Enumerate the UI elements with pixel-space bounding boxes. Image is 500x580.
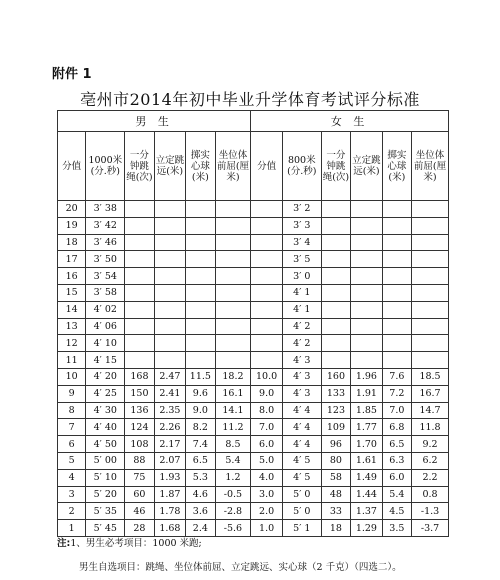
table-cell bbox=[321, 234, 350, 251]
table-cell bbox=[351, 301, 383, 318]
table-cell: 48 bbox=[321, 486, 350, 503]
table-row bbox=[58, 217, 449, 234]
table-cell bbox=[251, 301, 283, 318]
column-header: 一分钟跳绳(次) bbox=[321, 132, 350, 201]
table-cell: 4′ 2 bbox=[282, 335, 321, 352]
table-cell bbox=[154, 284, 186, 301]
table-cell bbox=[321, 201, 350, 218]
table-cell: 4′ 10 bbox=[86, 335, 125, 352]
table-cell: 3.6 bbox=[186, 503, 215, 520]
table-cell: 7.2 bbox=[382, 385, 411, 402]
table-cell bbox=[321, 251, 350, 268]
table-cell bbox=[251, 335, 283, 352]
table-cell bbox=[154, 335, 186, 352]
table-cell bbox=[382, 335, 411, 352]
table-cell bbox=[215, 284, 251, 301]
table-cell bbox=[382, 301, 411, 318]
table-cell: 2 bbox=[58, 503, 86, 520]
table-cell: 18.5 bbox=[412, 368, 449, 385]
table-cell bbox=[382, 284, 411, 301]
table-cell: 6.2 bbox=[412, 452, 449, 469]
table-cell: 5′ 0 bbox=[282, 486, 321, 503]
table-cell bbox=[351, 217, 383, 234]
table-cell: 4′ 30 bbox=[86, 402, 125, 419]
column-header: 立定跳远(米) bbox=[154, 132, 186, 201]
table-cell: 6 bbox=[58, 436, 86, 453]
table-cell bbox=[125, 217, 154, 234]
table-cell: 2.4 bbox=[186, 520, 215, 537]
male-group-header: 男 生 bbox=[58, 111, 251, 132]
table-row bbox=[58, 419, 449, 436]
table-cell bbox=[412, 268, 449, 285]
column-header: 1000米(分.秒) bbox=[86, 132, 125, 201]
table-cell bbox=[382, 201, 411, 218]
table-cell: 11.2 bbox=[215, 419, 251, 436]
table-cell bbox=[321, 318, 350, 335]
table-cell bbox=[186, 318, 215, 335]
column-header: 一分钟跳绳(次) bbox=[125, 132, 154, 201]
table-cell: 4′ 5 bbox=[282, 452, 321, 469]
table-row bbox=[58, 452, 449, 469]
table-cell bbox=[186, 335, 215, 352]
table-cell bbox=[186, 268, 215, 285]
table-cell: 5′ 35 bbox=[86, 503, 125, 520]
table-cell: 4′ 02 bbox=[86, 301, 125, 318]
table-cell bbox=[215, 335, 251, 352]
table-cell bbox=[215, 217, 251, 234]
table-cell bbox=[351, 352, 383, 369]
table-row bbox=[58, 301, 449, 318]
table-cell: 1.49 bbox=[351, 469, 383, 486]
table-row bbox=[58, 335, 449, 352]
table-cell: 4′ 2 bbox=[282, 318, 321, 335]
table-cell: 6.0 bbox=[382, 469, 411, 486]
table-cell bbox=[215, 251, 251, 268]
table-cell: 4′ 4 bbox=[282, 436, 321, 453]
table-cell: 11 bbox=[58, 352, 86, 369]
table-cell: 20 bbox=[58, 201, 86, 218]
table-cell: 4′ 4 bbox=[282, 402, 321, 419]
table-cell: 2.35 bbox=[154, 402, 186, 419]
table-cell: 58 bbox=[321, 469, 350, 486]
table-cell bbox=[154, 268, 186, 285]
table-cell: 10.0 bbox=[251, 368, 283, 385]
table-cell bbox=[154, 301, 186, 318]
table-cell bbox=[125, 251, 154, 268]
table-cell: -1.3 bbox=[412, 503, 449, 520]
table-row bbox=[58, 503, 449, 520]
table-cell: 11.5 bbox=[186, 368, 215, 385]
table-cell: 3 bbox=[58, 486, 86, 503]
table-cell: 2.07 bbox=[154, 452, 186, 469]
table-cell: 7.6 bbox=[382, 368, 411, 385]
column-header: 800米(分.秒) bbox=[282, 132, 321, 201]
table-cell bbox=[351, 284, 383, 301]
table-cell: 13 bbox=[58, 318, 86, 335]
table-cell: 4.0 bbox=[251, 469, 283, 486]
score-table bbox=[57, 110, 449, 537]
column-header: 分值 bbox=[251, 132, 283, 201]
table-cell: 14.1 bbox=[215, 402, 251, 419]
table-cell bbox=[412, 217, 449, 234]
table-cell: 160 bbox=[321, 368, 350, 385]
table-cell: 3′ 0 bbox=[282, 268, 321, 285]
table-cell: 88 bbox=[125, 452, 154, 469]
table-cell bbox=[351, 318, 383, 335]
table-cell bbox=[251, 234, 283, 251]
table-cell: 6.0 bbox=[251, 436, 283, 453]
table-cell: 136 bbox=[125, 402, 154, 419]
table-cell bbox=[215, 201, 251, 218]
table-cell bbox=[186, 201, 215, 218]
table-cell: 80 bbox=[321, 452, 350, 469]
table-cell: 4′ 3 bbox=[282, 352, 321, 369]
table-cell: 16.7 bbox=[412, 385, 449, 402]
table-cell: 6.5 bbox=[186, 452, 215, 469]
table-row bbox=[58, 402, 449, 419]
table-cell: 4′ 1 bbox=[282, 301, 321, 318]
table-cell bbox=[186, 352, 215, 369]
table-cell: 2.2 bbox=[412, 469, 449, 486]
column-header: 掷实心球(米) bbox=[382, 132, 411, 201]
table-cell bbox=[412, 318, 449, 335]
table-cell: 4′ 3 bbox=[282, 385, 321, 402]
table-cell bbox=[382, 217, 411, 234]
page-title: 亳州市2014年初中毕业升学体育考试评分标准 bbox=[80, 90, 420, 109]
table-cell bbox=[251, 251, 283, 268]
table-cell bbox=[251, 201, 283, 218]
table-cell: 6.8 bbox=[382, 419, 411, 436]
table-cell: 4′ 06 bbox=[86, 318, 125, 335]
table-cell bbox=[351, 268, 383, 285]
table-cell bbox=[154, 201, 186, 218]
table-cell bbox=[412, 234, 449, 251]
table-cell: 5.4 bbox=[382, 486, 411, 503]
table-cell: 9.0 bbox=[251, 385, 283, 402]
table-cell: 3′ 38 bbox=[86, 201, 125, 218]
table-cell bbox=[251, 268, 283, 285]
table-cell bbox=[412, 352, 449, 369]
table-cell bbox=[186, 284, 215, 301]
table-cell: 10 bbox=[58, 368, 86, 385]
table-cell bbox=[154, 318, 186, 335]
table-cell: 18.2 bbox=[215, 368, 251, 385]
table-cell bbox=[125, 301, 154, 318]
table-cell bbox=[125, 352, 154, 369]
note-line-1: 1、男生必考项目：1000 米跑; bbox=[70, 538, 202, 549]
table-cell: 1.68 bbox=[154, 520, 186, 537]
table-row bbox=[58, 234, 449, 251]
table-cell: 4.5 bbox=[382, 503, 411, 520]
table-cell bbox=[215, 318, 251, 335]
column-header-row bbox=[58, 132, 449, 201]
table-cell: -3.7 bbox=[412, 520, 449, 537]
table-cell: 7.0 bbox=[382, 402, 411, 419]
column-header: 坐位体前屈(厘米) bbox=[412, 132, 449, 201]
table-cell: 1.93 bbox=[154, 469, 186, 486]
table-cell: 60 bbox=[125, 486, 154, 503]
table-cell: 4′ 25 bbox=[86, 385, 125, 402]
table-cell: 4′ 1 bbox=[282, 284, 321, 301]
table-cell: 123 bbox=[321, 402, 350, 419]
table-cell: 3.5 bbox=[382, 520, 411, 537]
table-cell: 0.8 bbox=[412, 486, 449, 503]
table-row bbox=[58, 469, 449, 486]
table-cell: 16.1 bbox=[215, 385, 251, 402]
table-cell bbox=[215, 268, 251, 285]
table-cell: 133 bbox=[321, 385, 350, 402]
table-cell bbox=[125, 234, 154, 251]
table-row bbox=[58, 251, 449, 268]
table-cell bbox=[382, 352, 411, 369]
table-cell bbox=[186, 234, 215, 251]
table-cell: 2.0 bbox=[251, 503, 283, 520]
table-cell: 1.0 bbox=[251, 520, 283, 537]
table-cell: 14.7 bbox=[412, 402, 449, 419]
table-cell: 11.8 bbox=[412, 419, 449, 436]
table-cell: 4′ 15 bbox=[86, 352, 125, 369]
table-cell: 16 bbox=[58, 268, 86, 285]
table-cell: 6.5 bbox=[382, 436, 411, 453]
table-cell bbox=[215, 234, 251, 251]
table-cell bbox=[321, 352, 350, 369]
table-cell: 12 bbox=[58, 335, 86, 352]
table-cell: 1.87 bbox=[154, 486, 186, 503]
table-cell bbox=[382, 251, 411, 268]
attachment-label: 附件 1 bbox=[52, 67, 92, 82]
table-cell bbox=[251, 217, 283, 234]
table-cell: 4′ 4 bbox=[282, 419, 321, 436]
table-cell: 17 bbox=[58, 251, 86, 268]
table-cell: 3.0 bbox=[251, 486, 283, 503]
table-cell: 8 bbox=[58, 402, 86, 419]
table-cell: 3′ 46 bbox=[86, 234, 125, 251]
table-cell bbox=[186, 251, 215, 268]
table-cell: 4′ 20 bbox=[86, 368, 125, 385]
table-cell: 1.29 bbox=[351, 520, 383, 537]
table-cell: 5′ 1 bbox=[282, 520, 321, 537]
table-cell: 19 bbox=[58, 217, 86, 234]
table-cell bbox=[251, 318, 283, 335]
table-cell: 8.0 bbox=[251, 402, 283, 419]
table-row bbox=[58, 284, 449, 301]
column-header: 掷实心球(米) bbox=[186, 132, 215, 201]
table-cell: 150 bbox=[125, 385, 154, 402]
table-cell bbox=[215, 352, 251, 369]
table-cell: 1.78 bbox=[154, 503, 186, 520]
table-cell: 3′ 2 bbox=[282, 201, 321, 218]
column-header: 分值 bbox=[58, 132, 86, 201]
table-cell: 5′ 00 bbox=[86, 452, 125, 469]
table-cell: 33 bbox=[321, 503, 350, 520]
table-cell: 2.26 bbox=[154, 419, 186, 436]
table-cell bbox=[186, 301, 215, 318]
table-cell: 3′ 50 bbox=[86, 251, 125, 268]
table-cell bbox=[251, 284, 283, 301]
table-cell: 3′ 5 bbox=[282, 251, 321, 268]
table-cell bbox=[321, 301, 350, 318]
table-cell bbox=[125, 268, 154, 285]
table-cell: 5′ 0 bbox=[282, 503, 321, 520]
notes-prefix: 注: bbox=[57, 538, 71, 549]
column-header: 坐位体前屈(厘米) bbox=[215, 132, 251, 201]
table-cell bbox=[125, 335, 154, 352]
table-cell: 1.96 bbox=[351, 368, 383, 385]
table-cell: 9 bbox=[58, 385, 86, 402]
table-cell: 3′ 4 bbox=[282, 234, 321, 251]
table-cell bbox=[154, 217, 186, 234]
table-cell: 1.77 bbox=[351, 419, 383, 436]
table-cell: 1.61 bbox=[351, 452, 383, 469]
table-cell bbox=[154, 251, 186, 268]
table-cell: 4′ 40 bbox=[86, 419, 125, 436]
table-cell bbox=[186, 217, 215, 234]
table-cell: -2.8 bbox=[215, 503, 251, 520]
column-header: 立定跳远(米) bbox=[351, 132, 383, 201]
female-group-header: 女 生 bbox=[251, 111, 449, 132]
table-cell: 3′ 58 bbox=[86, 284, 125, 301]
table-cell: 1.70 bbox=[351, 436, 383, 453]
table-row bbox=[58, 352, 449, 369]
score-table-body bbox=[58, 201, 449, 537]
table-row bbox=[58, 318, 449, 335]
table-cell: 9.2 bbox=[412, 436, 449, 453]
table-cell: 5′ 45 bbox=[86, 520, 125, 537]
table-cell: 28 bbox=[125, 520, 154, 537]
table-cell: 1.37 bbox=[351, 503, 383, 520]
table-cell: -0.5 bbox=[215, 486, 251, 503]
table-cell bbox=[125, 318, 154, 335]
table-row bbox=[58, 436, 449, 453]
table-cell: 109 bbox=[321, 419, 350, 436]
table-cell: 4′ 3 bbox=[282, 368, 321, 385]
table-cell: 5′ 20 bbox=[86, 486, 125, 503]
table-cell: 9.0 bbox=[186, 402, 215, 419]
table-cell: 75 bbox=[125, 469, 154, 486]
table-cell: 1 bbox=[58, 520, 86, 537]
table-cell: 1.85 bbox=[351, 402, 383, 419]
table-cell: 8.5 bbox=[215, 436, 251, 453]
table-cell: 3′ 54 bbox=[86, 268, 125, 285]
table-cell: 108 bbox=[125, 436, 154, 453]
table-cell bbox=[412, 301, 449, 318]
table-cell: 6.3 bbox=[382, 452, 411, 469]
table-cell bbox=[154, 352, 186, 369]
table-cell bbox=[321, 284, 350, 301]
table-cell: 5.4 bbox=[215, 452, 251, 469]
table-row bbox=[58, 385, 449, 402]
table-cell: 3′ 3 bbox=[282, 217, 321, 234]
table-cell: 5.3 bbox=[186, 469, 215, 486]
table-cell bbox=[351, 201, 383, 218]
table-cell: 1.44 bbox=[351, 486, 383, 503]
notes bbox=[57, 532, 402, 580]
table-cell bbox=[412, 335, 449, 352]
table-cell bbox=[215, 301, 251, 318]
table-cell: 4′ 5 bbox=[282, 469, 321, 486]
table-cell: 2.41 bbox=[154, 385, 186, 402]
table-cell: 5′ 10 bbox=[86, 469, 125, 486]
table-cell bbox=[321, 335, 350, 352]
table-cell: 1.91 bbox=[351, 385, 383, 402]
table-cell: 15 bbox=[58, 284, 86, 301]
table-cell: 4′ 50 bbox=[86, 436, 125, 453]
table-cell: 18 bbox=[321, 520, 350, 537]
table-cell: 124 bbox=[125, 419, 154, 436]
table-cell bbox=[412, 201, 449, 218]
table-cell: 7.4 bbox=[186, 436, 215, 453]
table-row bbox=[58, 368, 449, 385]
table-cell bbox=[251, 352, 283, 369]
table-row bbox=[58, 268, 449, 285]
table-cell: 96 bbox=[321, 436, 350, 453]
table-cell: 5.0 bbox=[251, 452, 283, 469]
table-cell: 8.2 bbox=[186, 419, 215, 436]
table-cell bbox=[321, 217, 350, 234]
table-cell: 4.6 bbox=[186, 486, 215, 503]
table-cell: 14 bbox=[58, 301, 86, 318]
table-cell: 1.2 bbox=[215, 469, 251, 486]
table-cell: 7.0 bbox=[251, 419, 283, 436]
table-row bbox=[58, 486, 449, 503]
table-cell bbox=[125, 201, 154, 218]
note-line-2: 男生自选项目：跳绳、坐位体前屈、立定跳远、实心球（2 千克）（四选二）。 bbox=[79, 562, 402, 573]
table-cell bbox=[382, 268, 411, 285]
table-cell bbox=[412, 251, 449, 268]
table-cell bbox=[412, 284, 449, 301]
table-cell: 2.17 bbox=[154, 436, 186, 453]
table-cell bbox=[351, 251, 383, 268]
table-cell: 3′ 42 bbox=[86, 217, 125, 234]
table-cell: 9.6 bbox=[186, 385, 215, 402]
table-cell bbox=[154, 234, 186, 251]
table-row bbox=[58, 201, 449, 218]
table-cell bbox=[351, 234, 383, 251]
table-cell: -5.6 bbox=[215, 520, 251, 537]
table-cell bbox=[382, 318, 411, 335]
table-cell bbox=[125, 284, 154, 301]
table-cell: 7 bbox=[58, 419, 86, 436]
table-cell: 4 bbox=[58, 469, 86, 486]
table-cell bbox=[321, 268, 350, 285]
table-cell: 46 bbox=[125, 503, 154, 520]
table-cell bbox=[351, 335, 383, 352]
table-cell: 168 bbox=[125, 368, 154, 385]
table-cell: 2.47 bbox=[154, 368, 186, 385]
table-cell: 18 bbox=[58, 234, 86, 251]
table-cell bbox=[382, 234, 411, 251]
table-cell: 5 bbox=[58, 452, 86, 469]
